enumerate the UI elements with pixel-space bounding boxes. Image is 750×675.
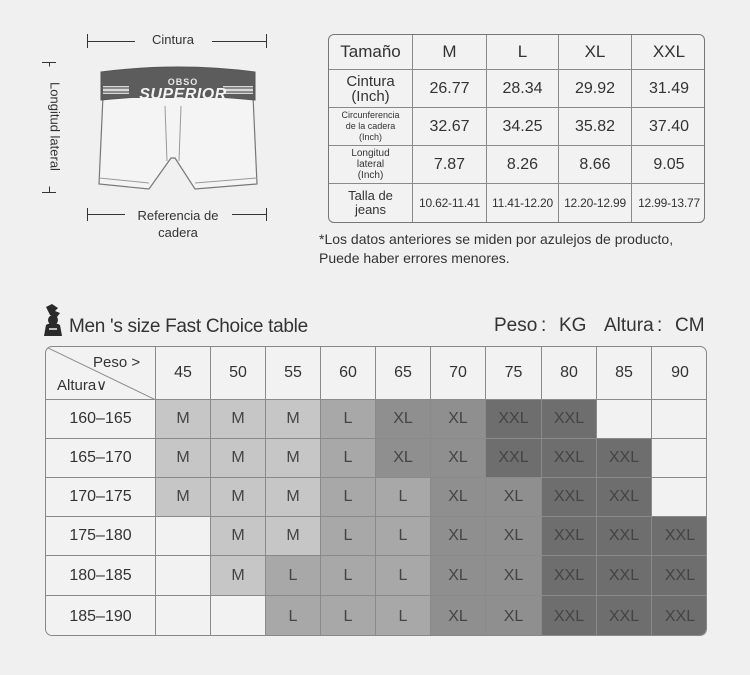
size-cell: XXL xyxy=(542,439,597,478)
height-row-label: 185–190 xyxy=(46,596,156,636)
size-cell: XL xyxy=(486,517,542,556)
row-label-side xyxy=(329,146,413,184)
size-header-xxl: XXL xyxy=(632,35,705,70)
row-label-waist xyxy=(329,70,413,108)
size-cell: XXL xyxy=(597,556,652,596)
hip-label-line2: cadera xyxy=(158,225,198,240)
size-cell: M xyxy=(266,478,321,517)
weight-header-90: 90 xyxy=(652,347,707,400)
size-cell: L xyxy=(321,517,376,556)
size-cell: XXL xyxy=(597,478,652,517)
size-cell: XL xyxy=(376,439,431,478)
size-cell: M xyxy=(156,478,211,517)
size-cell: XXL xyxy=(486,400,542,439)
fast-choice-table xyxy=(45,346,707,636)
size-cell: M xyxy=(211,517,266,556)
row-label-jeans xyxy=(329,184,413,222)
hip-label-line1: Referencia de xyxy=(137,208,219,223)
size-cell: L xyxy=(376,556,431,596)
size-cell: L xyxy=(321,596,376,636)
hip-dimension-tick xyxy=(87,208,88,221)
size-cell xyxy=(652,478,707,517)
size-cell: M xyxy=(266,439,321,478)
size-cell xyxy=(156,596,211,636)
weight-header-60: 60 xyxy=(321,347,376,400)
size-cell: L xyxy=(266,596,321,636)
weight-header-75: 75 xyxy=(486,347,542,400)
size-cell: XL xyxy=(431,517,486,556)
size-cell: XXL xyxy=(542,478,597,517)
size-cell: XL xyxy=(431,596,486,636)
row-label-text: Cintura xyxy=(346,72,395,90)
size-cell: XXL xyxy=(597,439,652,478)
table-cell: 35.82 xyxy=(559,108,632,146)
size-cell xyxy=(652,439,707,478)
table-cell: 37.40 xyxy=(632,108,705,146)
size-cell: XL xyxy=(486,596,542,636)
size-cell xyxy=(211,596,266,636)
table-cell: 34.25 xyxy=(487,108,559,146)
size-cell: L xyxy=(321,478,376,517)
row-label-text: jeans xyxy=(354,202,387,217)
size-cell: XXL xyxy=(542,596,597,636)
row-label-text: (Inch) xyxy=(358,132,382,142)
size-cell: M xyxy=(211,478,266,517)
size-cell: XL xyxy=(431,400,486,439)
height-row-label: 170–175 xyxy=(46,478,156,517)
size-cell xyxy=(156,517,211,556)
table-cell: 8.66 xyxy=(559,146,632,184)
size-header-xl: XL xyxy=(559,35,632,70)
size-cell: M xyxy=(156,439,211,478)
table-cell: 9.05 xyxy=(632,146,705,184)
size-cell: XXL xyxy=(542,556,597,596)
size-cell: L xyxy=(376,596,431,636)
corner-height-label: Altura∨ xyxy=(57,377,108,394)
fast-choice-title: Men 's size Fast Choice table xyxy=(69,316,308,337)
table-cell: 28.34 xyxy=(487,70,559,108)
weight-header-50: 50 xyxy=(211,347,266,400)
size-cell: M xyxy=(211,556,266,596)
size-cell: XL xyxy=(431,478,486,517)
table-cell: 8.26 xyxy=(487,146,559,184)
table-cell: 26.77 xyxy=(413,70,487,108)
table-cell: 29.92 xyxy=(559,70,632,108)
size-cell: XL xyxy=(486,478,542,517)
mascot-icon xyxy=(40,303,66,337)
size-cell: M xyxy=(266,400,321,439)
height-row-label: 175–180 xyxy=(46,517,156,556)
weight-header-85: 85 xyxy=(597,347,652,400)
table-cell: 11.41-12.20 xyxy=(487,184,559,222)
size-cell xyxy=(156,556,211,596)
size-measurement-table xyxy=(328,34,705,223)
size-cell: L xyxy=(321,400,376,439)
waist-dimension-line xyxy=(212,41,266,42)
note-line: Puede haber errores menores. xyxy=(319,250,510,266)
size-cell: M xyxy=(156,400,211,439)
row-label-text: Longitud xyxy=(351,148,390,159)
size-cell xyxy=(597,400,652,439)
table-cell: 10.62-11.41 xyxy=(413,184,487,222)
size-cell: L xyxy=(266,556,321,596)
row-label-text: (Inch) xyxy=(351,87,390,105)
note-line: *Los datos anteriores se miden por azulejos de producto, xyxy=(319,231,674,247)
altura-label: Altura xyxy=(604,315,654,336)
size-cell: XXL xyxy=(486,439,542,478)
size-cell: XL xyxy=(486,556,542,596)
height-row-label: 180–185 xyxy=(46,556,156,596)
peso-label: Peso xyxy=(494,315,538,336)
size-cell: XL xyxy=(431,556,486,596)
row-label-text: (Inch) xyxy=(357,170,384,181)
table-cell: 12.99-13.77 xyxy=(638,196,700,210)
size-cell: M xyxy=(211,400,266,439)
weight-header-70: 70 xyxy=(431,347,486,400)
size-header-l: L xyxy=(487,35,559,70)
size-cell: XXL xyxy=(542,400,597,439)
waist-dimension-tick xyxy=(87,34,88,48)
altura-unit: CM xyxy=(675,315,705,336)
measurement-note xyxy=(319,230,673,268)
waist-dimension-line xyxy=(87,41,135,42)
height-row-label: 165–170 xyxy=(46,439,156,478)
size-cell: M xyxy=(266,517,321,556)
row-label-text: Talla de xyxy=(348,188,393,203)
table-cell: 31.49 xyxy=(632,70,705,108)
size-cell: XXL xyxy=(652,596,707,636)
weight-header-80: 80 xyxy=(542,347,597,400)
peso-unit: KG xyxy=(559,315,587,336)
waistband-brand-text: SUPERIOR xyxy=(139,86,227,103)
waist-label: Cintura xyxy=(152,32,194,47)
weight-header-55: 55 xyxy=(266,347,321,400)
weight-header-45: 45 xyxy=(156,347,211,400)
row-label-hip xyxy=(329,108,413,146)
size-cell: XXL xyxy=(652,517,707,556)
size-cell: XL xyxy=(431,439,486,478)
size-cell: XXL xyxy=(597,596,652,636)
hip-label xyxy=(118,207,238,241)
height-row-label: 160–165 xyxy=(46,400,156,439)
waistband-top-text: OBSO xyxy=(167,77,199,87)
size-cell: XXL xyxy=(542,517,597,556)
table-cell: 12.20-12.99 xyxy=(559,184,632,222)
size-cell: L xyxy=(321,556,376,596)
weight-header-65: 65 xyxy=(376,347,431,400)
table-cell: 7.87 xyxy=(413,146,487,184)
hip-dimension-tick xyxy=(266,208,267,221)
size-cell: XXL xyxy=(652,556,707,596)
row-label-text: de la cadera xyxy=(345,121,396,131)
row-label-text: lateral xyxy=(356,159,385,170)
size-cell: XL xyxy=(376,400,431,439)
row-label-text: Circunferencia xyxy=(341,110,400,120)
corner-weight-label: Peso > xyxy=(93,354,141,371)
size-cell: XXL xyxy=(597,517,652,556)
size-cell: L xyxy=(376,478,431,517)
size-cell: L xyxy=(321,439,376,478)
table-cell: 32.67 xyxy=(413,108,487,146)
size-cell: M xyxy=(211,439,266,478)
size-cell: L xyxy=(376,517,431,556)
side-length-label: Longitud lateral xyxy=(47,67,64,187)
peso-separator: : xyxy=(541,315,547,336)
size-cell xyxy=(652,400,707,439)
altura-separator: : xyxy=(657,315,663,336)
side-dimension-tick xyxy=(42,192,56,193)
size-header-label: Tamaño xyxy=(329,35,413,70)
waist-dimension-tick xyxy=(266,34,267,48)
size-header-m: M xyxy=(413,35,487,70)
